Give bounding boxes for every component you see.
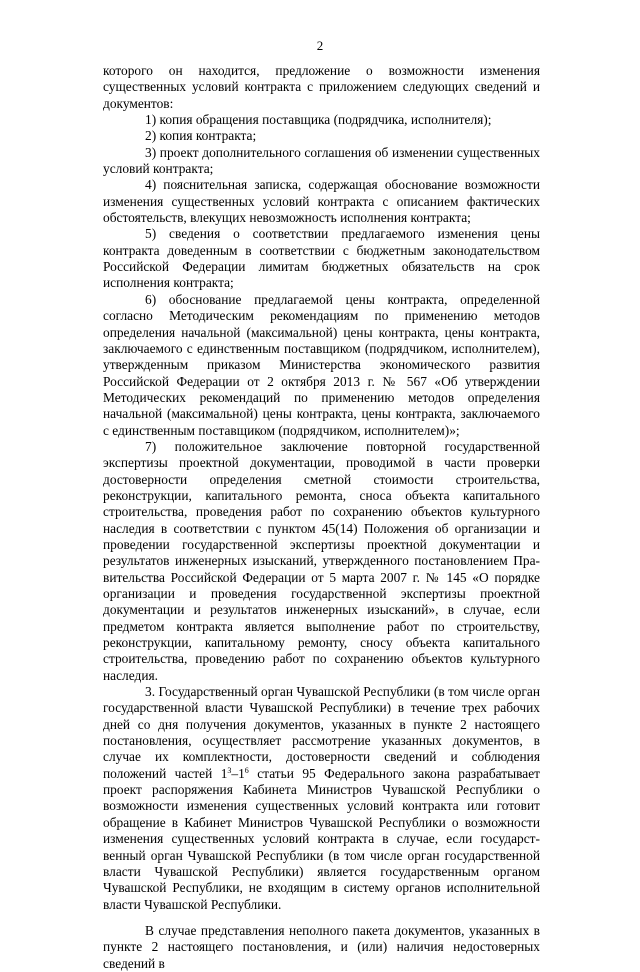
body-text	[103, 63, 540, 972]
list-item-2: 2) копия контракта;	[145, 128, 257, 144]
list-item-7: 7) положительное заключение повторной государственной экспертизы проектной документации, проводимой в части проверки достоверности определения сметной стоимости строительства, реконструкции, капитального ремонта, сноса объекта капитального строительства, проведения работ по сохранению объектов культурного наследия в соответствии с пунктом 45(14) Положения об организации и проведении государственной экспертизы проектной документации и результатов инженерных изысканий, утвержденного постановлением Правительства Российской Федерации от 5 марта 2007 г. № 145 «О порядке организации и проведения государственной экспертизы проектной документации и результатов инженерных изысканий», в случае, если предметом контракта является выполнение работ по строительству, реконструкции, капитальному ремонту, сносу объекта капитального строительства, проведению работ по сохранению объектов культурного наследия.	[103, 438, 540, 683]
section-3-text-end: статьи 95 Федерального закона разрабатывает проект распоряжения Кабинета Министров Чувашской Республики о возможности изменения существенных условий контракта или готовит обращение в Кабинет Министров Чувашской Республики о возможности изменения существенных условий контракта в случае, если государственный орган Чувашской Республики (в том числе орган государственной власти Чувашской Республики) является государственным органом Чувашской Республики, не входящим в систему органов исполнительной власти Чувашской Республики.	[103, 765, 540, 912]
list-item-6: 6) обоснование предлагаемой цены контракта, определенной согласно Методическим рекомендациям по применению методов определения начальной (максимальной) цены контракта, цены контракта, заключаемого с единственным поставщиком (подрядчиком, исполнителем), утвержденным приказом Министерства экономического развития Российской Федерации от 2 октября 2013 г. № 567 «Об утверждении Методических рекомендаций по применению методов определения начальной (максимальной) цены контракта, цены контракта, заключаемого с единственным поставщиком (подрядчиком, исполнителем)»;	[103, 291, 540, 438]
page-number: 2	[316, 38, 324, 53]
list-item-3: 3) проект дополнительного соглашения об изменении существенных условий контракта;	[103, 144, 540, 177]
list-item-5: 5) сведения о соответствии предлагаемого изменения цены контракта доведенным в соответствии с бюджетным законодательством Российской Федерации лимитам бюджетных обязательств на срок исполнения контракта;	[103, 226, 540, 291]
range-dash: –1	[231, 765, 245, 781]
paragraph-incomplete-package: В случае представления неполного пакета документов, указанных в пункте 2 настоящего постановления, и (или) наличия недостоверных сведений в	[103, 922, 540, 971]
paragraph-section-3	[103, 684, 540, 913]
list-item-1: 1) копия обращения поставщика (подрядчика, исполнителя);	[145, 112, 492, 128]
section-3-text-start: 3. Государственный орган Чувашской Республики (в том числе орган государственной власти Чувашской Республики) в течение трех рабочих дней со дня получения документов, указанных в пункте 2 настоящего постановления, осуществляет рассмотрение указанных документов, в случае их комплектности, достоверности сведений и соблюдения положений частей 1	[103, 684, 540, 781]
list-item-4: 4) пояснительная записка, содержащая обоснование возможности изменения существенных условий контракта с описанием фактических обстоятельств, влекущих невозможность исполнения контракта;	[103, 177, 540, 226]
superscript-part-start: 3	[227, 765, 232, 775]
paragraph-intro: которого он находится, предложение о возможности изменения существенных условий контракта с приложением следующих сведений и документов:	[103, 63, 540, 111]
superscript-part-end: 6	[244, 765, 249, 775]
